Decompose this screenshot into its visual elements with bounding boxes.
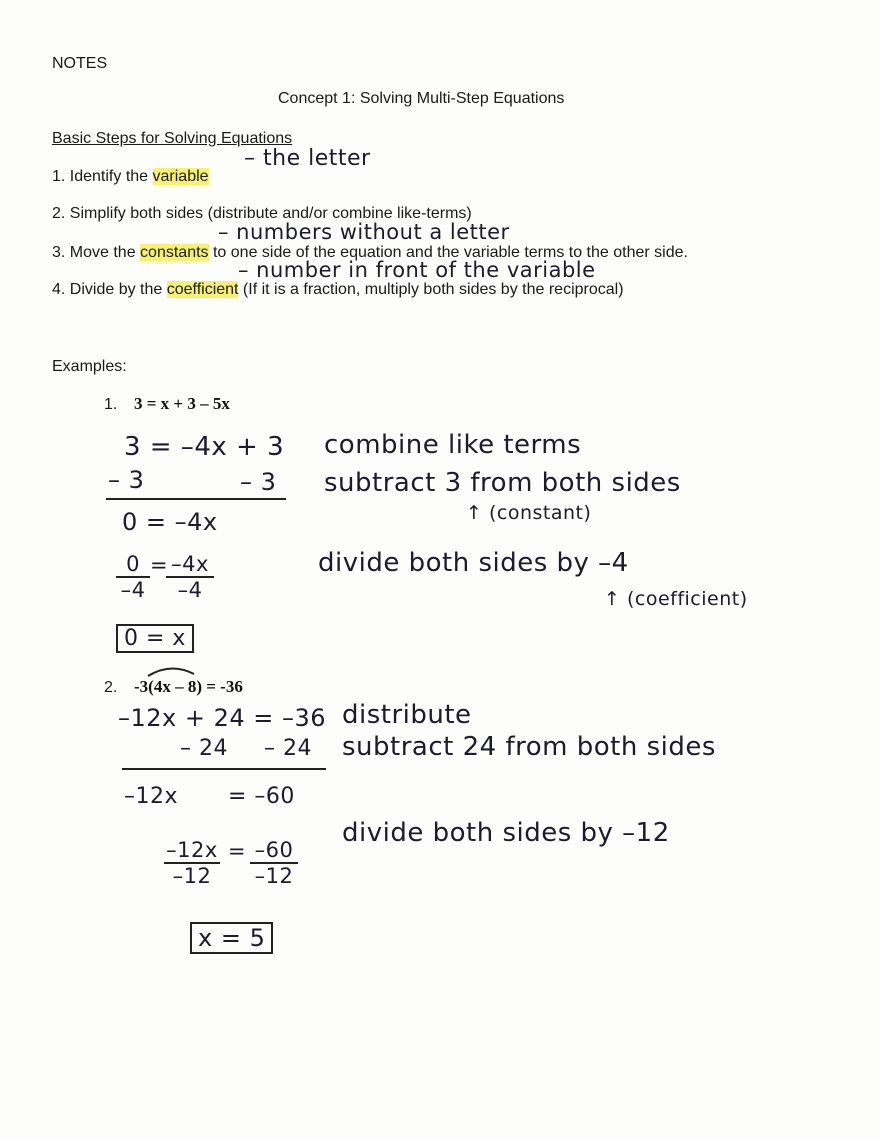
ex2-frac-right [250,838,298,888]
ex1-line3: 0 = –4x [122,508,218,536]
ex1-frac-left [116,552,150,602]
ex2-note1: distribute [342,700,472,730]
note-number-in-front: – number in front of the variable [238,258,596,282]
ex1-answer-box: 0 = x [116,624,194,653]
ex1-rule [106,498,286,500]
page-title: Concept 1: Solving Multi-Step Equations [278,90,565,107]
step-1 [52,168,209,186]
step-4-pre: 4. Divide by the [52,281,167,298]
ex2-note2: subtract 24 from both sides [342,732,716,762]
ex1-frac-right-num: –4x [166,552,214,578]
ex2-line2-right: – 24 [264,736,312,761]
ex1-note3-sub: ↑ (coefficient) [604,588,748,610]
ex2-frac-left [164,838,220,888]
ex2-frac-left-num: –12x [164,838,220,864]
ex1-frac-left-num: 0 [116,552,150,578]
ex2-answer-box: x = 5 [190,922,273,954]
highlight-constants: constants [140,244,209,261]
step-4-post: (If it is a fraction, multiply both sides by the reciprocal) [238,281,624,298]
ex1-frac-right [166,552,214,602]
step-3-post: to one side of the equation and the variable terms to the other side. [208,244,688,261]
ex1-frac-right-den: –4 [177,578,203,602]
notes-label: NOTES [52,55,108,72]
ex2-frac-right-den: –12 [254,864,294,888]
ex2-line1: –12x + 24 = –36 [118,704,327,732]
step-3-pre: 3. Move the [52,244,141,261]
distribute-arc-icon [146,664,196,678]
step-1-text: 1. Identify the [52,168,153,185]
ex1-note3: divide both sides by –4 [318,548,629,578]
ex1-line1: 3 = –4x + 3 [124,432,285,462]
ex2-line3-right: = –60 [228,784,295,809]
step-4 [52,281,624,299]
step-2: 2. Simplify both sides (distribute and/or combine like-terms) [52,205,472,222]
ex2-frac-right-num: –60 [250,838,298,864]
steps-heading: Basic Steps for Solving Equations [52,130,293,147]
ex1-note2-sub: ↑ (constant) [466,502,592,524]
ex1-note1: combine like terms [324,430,582,460]
ex2-frac-eq: = [228,839,247,863]
ex1-line2-right: – 3 [240,468,277,496]
note-numbers-without-letter: – numbers without a letter [218,220,510,244]
example-1-problem: 3 = x + 3 – 5x [134,394,230,413]
ex1-note2: subtract 3 from both sides [324,468,681,498]
ex1-frac-eq: = [150,553,169,577]
examples-label: Examples: [52,358,127,375]
ex2-line2-mid: – 24 [180,736,228,761]
note-the-letter: – the letter [244,146,371,171]
example-2-problem: -3(4x – 8) = -36 [134,677,243,696]
ex1-line2-left: – 3 [108,466,145,494]
example-1-number: 1. [104,396,118,413]
example-2-number: 2. [104,679,118,696]
highlight-variable: variable [152,168,209,185]
ex2-rule [122,768,326,770]
ex2-note3: divide both sides by –12 [342,818,670,848]
ex2-frac-left-den: –12 [172,864,212,888]
ex1-frac-left-den: –4 [120,578,146,602]
highlight-coefficient: coefficient [166,281,239,298]
ex2-line3-left: –12x [124,784,179,809]
